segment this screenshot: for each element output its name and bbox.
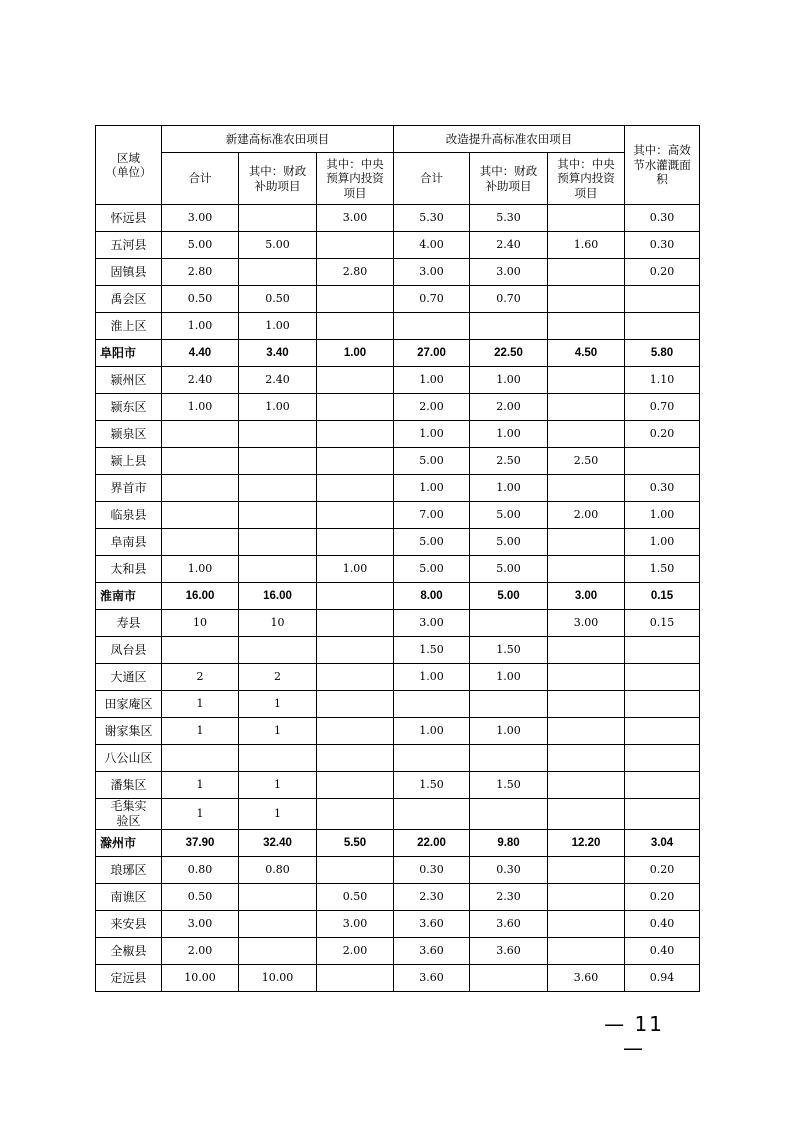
value-cell: 2.00 xyxy=(317,938,394,965)
value-cell xyxy=(317,583,394,610)
value-cell: 1 xyxy=(162,718,239,745)
value-cell xyxy=(239,637,317,664)
value-cell: 1.50 xyxy=(470,772,548,799)
value-cell: 1.00 xyxy=(162,394,239,421)
value-cell xyxy=(317,718,394,745)
value-cell: 2.00 xyxy=(548,502,625,529)
value-cell: 2.80 xyxy=(317,259,394,286)
value-cell xyxy=(317,664,394,691)
value-cell: 1 xyxy=(239,691,317,718)
value-cell: 10 xyxy=(239,610,317,637)
table-row xyxy=(96,799,700,830)
value-cell: 5.00 xyxy=(470,583,548,610)
value-cell xyxy=(394,799,470,830)
region-name: 临泉县 xyxy=(96,502,162,529)
value-cell: 32.40 xyxy=(239,830,317,857)
value-cell xyxy=(317,475,394,502)
value-cell xyxy=(162,529,239,556)
header-upgrade-projects: 改造提升高标准农田项目 xyxy=(394,126,625,153)
value-cell: 3.40 xyxy=(239,340,317,367)
value-cell: 0.20 xyxy=(625,259,700,286)
value-cell: 22.00 xyxy=(394,830,470,857)
value-cell xyxy=(548,313,625,340)
value-cell xyxy=(239,475,317,502)
value-cell xyxy=(162,421,239,448)
value-cell xyxy=(162,637,239,664)
value-cell: 5.00 xyxy=(394,556,470,583)
region-name: 颍上县 xyxy=(96,448,162,475)
table-row xyxy=(96,691,700,718)
value-cell: 3.00 xyxy=(394,259,470,286)
value-cell xyxy=(548,205,625,232)
value-cell xyxy=(625,799,700,830)
value-cell xyxy=(239,556,317,583)
value-cell xyxy=(239,529,317,556)
value-cell: 3.00 xyxy=(470,259,548,286)
value-cell xyxy=(470,610,548,637)
value-cell xyxy=(625,718,700,745)
value-cell: 5.00 xyxy=(470,502,548,529)
value-cell: 0.50 xyxy=(239,286,317,313)
value-cell: 1.50 xyxy=(394,772,470,799)
value-cell xyxy=(548,799,625,830)
header-new-total: 合计 xyxy=(162,153,239,205)
value-cell: 0.40 xyxy=(625,938,700,965)
value-cell: 3.60 xyxy=(470,911,548,938)
region-name: 界首市 xyxy=(96,475,162,502)
value-cell: 0.30 xyxy=(625,205,700,232)
value-cell xyxy=(239,421,317,448)
value-cell: 0.50 xyxy=(162,884,239,911)
value-cell: 1 xyxy=(162,772,239,799)
region-name: 毛集实验区 xyxy=(96,799,162,830)
table-row xyxy=(96,475,700,502)
value-cell xyxy=(548,475,625,502)
value-cell xyxy=(317,610,394,637)
value-cell: 1 xyxy=(162,691,239,718)
value-cell xyxy=(548,857,625,884)
region-name: 南谯区 xyxy=(96,884,162,911)
value-cell: 1.00 xyxy=(239,313,317,340)
region-name: 定远县 xyxy=(96,965,162,992)
value-cell xyxy=(625,313,700,340)
value-cell xyxy=(548,691,625,718)
value-cell: 5.00 xyxy=(470,556,548,583)
header-efficient-irrigation-label: 其中：高效节水灌溉面积 xyxy=(633,143,691,187)
value-cell xyxy=(162,502,239,529)
value-cell: 0.30 xyxy=(625,475,700,502)
value-cell: 2 xyxy=(162,664,239,691)
value-cell xyxy=(394,691,470,718)
region-name: 颍州区 xyxy=(96,367,162,394)
value-cell: 1.00 xyxy=(394,421,470,448)
table-row xyxy=(96,232,700,259)
value-cell xyxy=(394,745,470,772)
value-cell: 1 xyxy=(239,772,317,799)
region-name: 颍东区 xyxy=(96,394,162,421)
value-cell xyxy=(394,313,470,340)
table-row xyxy=(96,394,700,421)
value-cell: 0.70 xyxy=(625,394,700,421)
value-cell: 1 xyxy=(239,718,317,745)
value-cell xyxy=(548,637,625,664)
value-cell xyxy=(548,529,625,556)
table-body xyxy=(96,205,700,992)
region-name: 固镇县 xyxy=(96,259,162,286)
value-cell: 0.30 xyxy=(625,232,700,259)
table-row xyxy=(96,745,700,772)
value-cell: 1.00 xyxy=(470,475,548,502)
value-cell: 2.80 xyxy=(162,259,239,286)
value-cell: 5.30 xyxy=(394,205,470,232)
region-name: 阜南县 xyxy=(96,529,162,556)
value-cell: 3.00 xyxy=(394,610,470,637)
value-cell xyxy=(317,502,394,529)
value-cell: 10.00 xyxy=(162,965,239,992)
region-name: 颍泉区 xyxy=(96,421,162,448)
value-cell: 0.30 xyxy=(470,857,548,884)
value-cell xyxy=(548,938,625,965)
region-name: 潘集区 xyxy=(96,772,162,799)
value-cell xyxy=(239,502,317,529)
value-cell: 1.00 xyxy=(625,502,700,529)
value-cell: 1.00 xyxy=(162,556,239,583)
value-cell: 2.00 xyxy=(394,394,470,421)
value-cell xyxy=(317,857,394,884)
value-cell: 4.50 xyxy=(548,340,625,367)
table-row xyxy=(96,313,700,340)
table-row xyxy=(96,556,700,583)
value-cell xyxy=(625,664,700,691)
header-region-label: 区域 （单位） xyxy=(105,150,152,179)
table-row xyxy=(96,772,700,799)
value-cell: 1.00 xyxy=(470,664,548,691)
value-cell: 7.00 xyxy=(394,502,470,529)
value-cell xyxy=(239,745,317,772)
value-cell: 0.15 xyxy=(625,583,700,610)
value-cell: 0.94 xyxy=(625,965,700,992)
value-cell: 3.04 xyxy=(625,830,700,857)
value-cell xyxy=(470,691,548,718)
table-row xyxy=(96,286,700,313)
value-cell xyxy=(317,529,394,556)
value-cell: 0.50 xyxy=(317,884,394,911)
value-cell xyxy=(625,772,700,799)
value-cell xyxy=(317,637,394,664)
value-cell: 1.00 xyxy=(470,421,548,448)
region-name: 怀远县 xyxy=(96,205,162,232)
table-row xyxy=(96,205,700,232)
value-cell xyxy=(317,313,394,340)
value-cell: 3.60 xyxy=(394,938,470,965)
value-cell: 1.50 xyxy=(470,637,548,664)
value-cell: 0.70 xyxy=(470,286,548,313)
header-new-projects: 新建高标准农田项目 xyxy=(162,126,394,153)
region-name: 淮南市 xyxy=(96,583,162,610)
region-name: 谢家集区 xyxy=(96,718,162,745)
value-cell: 0.50 xyxy=(162,286,239,313)
table-row xyxy=(96,529,700,556)
value-cell: 1.00 xyxy=(394,718,470,745)
region-name: 太和县 xyxy=(96,556,162,583)
table-row xyxy=(96,911,700,938)
value-cell: 2.00 xyxy=(162,938,239,965)
value-cell: 0.40 xyxy=(625,911,700,938)
value-cell xyxy=(470,799,548,830)
value-cell xyxy=(548,394,625,421)
value-cell xyxy=(317,772,394,799)
value-cell xyxy=(548,421,625,448)
value-cell xyxy=(625,745,700,772)
value-cell: 3.00 xyxy=(162,205,239,232)
region-name: 大通区 xyxy=(96,664,162,691)
value-cell: 2.50 xyxy=(470,448,548,475)
value-cell: 5.80 xyxy=(625,340,700,367)
table-row xyxy=(96,857,700,884)
region-name: 阜阳市 xyxy=(96,340,162,367)
value-cell xyxy=(317,394,394,421)
region-name: 全椒县 xyxy=(96,938,162,965)
value-cell: 5.00 xyxy=(470,529,548,556)
region-name: 禹会区 xyxy=(96,286,162,313)
value-cell: 1.00 xyxy=(394,367,470,394)
table-row xyxy=(96,637,700,664)
value-cell xyxy=(548,259,625,286)
value-cell: 0.20 xyxy=(625,421,700,448)
value-cell xyxy=(317,799,394,830)
header-new-central: 其中：中央预算内投资项目 xyxy=(317,153,394,205)
value-cell: 2.00 xyxy=(470,394,548,421)
header-upgrade-central: 其中：中央预算内投资项目 xyxy=(548,153,625,205)
value-cell: 2.40 xyxy=(470,232,548,259)
value-cell: 1.50 xyxy=(625,556,700,583)
value-cell xyxy=(317,367,394,394)
value-cell: 22.50 xyxy=(470,340,548,367)
value-cell: 16.00 xyxy=(162,583,239,610)
value-cell xyxy=(317,286,394,313)
city-row xyxy=(96,583,700,610)
value-cell: 10 xyxy=(162,610,239,637)
value-cell: 2.30 xyxy=(394,884,470,911)
city-row xyxy=(96,830,700,857)
value-cell xyxy=(239,448,317,475)
value-cell: 1.00 xyxy=(470,718,548,745)
value-cell: 0.30 xyxy=(394,857,470,884)
region-name: 滁州市 xyxy=(96,830,162,857)
table-row xyxy=(96,421,700,448)
city-row xyxy=(96,340,700,367)
value-cell xyxy=(548,286,625,313)
value-cell: 5.00 xyxy=(162,232,239,259)
region-name: 琅琊区 xyxy=(96,857,162,884)
value-cell: 0.80 xyxy=(239,857,317,884)
value-cell xyxy=(239,259,317,286)
value-cell: 2.40 xyxy=(239,367,317,394)
value-cell: 3.60 xyxy=(394,965,470,992)
value-cell: 8.00 xyxy=(394,583,470,610)
header-new-fiscal: 其中：财政补助项目 xyxy=(239,153,317,205)
value-cell: 5.00 xyxy=(239,232,317,259)
value-cell: 2.30 xyxy=(470,884,548,911)
value-cell: 2.50 xyxy=(548,448,625,475)
table-row xyxy=(96,502,700,529)
table-row xyxy=(96,884,700,911)
value-cell xyxy=(625,637,700,664)
value-cell xyxy=(470,965,548,992)
value-cell: 1.00 xyxy=(625,529,700,556)
value-cell xyxy=(162,448,239,475)
value-cell: 0.80 xyxy=(162,857,239,884)
value-cell xyxy=(317,745,394,772)
value-cell xyxy=(317,421,394,448)
value-cell xyxy=(548,664,625,691)
value-cell: 0.20 xyxy=(625,857,700,884)
farmland-project-table xyxy=(95,125,700,992)
region-name: 五河县 xyxy=(96,232,162,259)
value-cell xyxy=(548,556,625,583)
value-cell: 3.00 xyxy=(548,583,625,610)
table-row xyxy=(96,367,700,394)
value-cell: 1.00 xyxy=(162,313,239,340)
value-cell: 0.20 xyxy=(625,884,700,911)
value-cell: 1.10 xyxy=(625,367,700,394)
value-cell: 12.20 xyxy=(548,830,625,857)
value-cell xyxy=(317,448,394,475)
region-name: 田家庵区 xyxy=(96,691,162,718)
table-row xyxy=(96,965,700,992)
value-cell xyxy=(239,911,317,938)
value-cell xyxy=(548,367,625,394)
value-cell xyxy=(317,965,394,992)
value-cell xyxy=(470,745,548,772)
value-cell xyxy=(239,938,317,965)
value-cell: 5.00 xyxy=(394,529,470,556)
header-upgrade-total: 合计 xyxy=(394,153,470,205)
table-row xyxy=(96,259,700,286)
value-cell xyxy=(625,448,700,475)
region-name: 寿县 xyxy=(96,610,162,637)
value-cell: 1.00 xyxy=(317,556,394,583)
page-number: — 11 — xyxy=(604,1012,664,1060)
value-cell: 3.00 xyxy=(162,911,239,938)
value-cell: 1 xyxy=(239,799,317,830)
value-cell: 1.00 xyxy=(394,475,470,502)
value-cell: 3.00 xyxy=(317,205,394,232)
value-cell: 27.00 xyxy=(394,340,470,367)
value-cell: 0.70 xyxy=(394,286,470,313)
value-cell: 5.30 xyxy=(470,205,548,232)
table-row xyxy=(96,718,700,745)
region-name: 淮上区 xyxy=(96,313,162,340)
value-cell: 1.50 xyxy=(394,637,470,664)
value-cell xyxy=(625,691,700,718)
value-cell xyxy=(548,911,625,938)
value-cell xyxy=(625,286,700,313)
value-cell xyxy=(162,475,239,502)
value-cell: 9.80 xyxy=(470,830,548,857)
value-cell: 3.60 xyxy=(548,965,625,992)
value-cell xyxy=(317,691,394,718)
value-cell xyxy=(239,884,317,911)
value-cell xyxy=(548,772,625,799)
header-efficient-irrigation xyxy=(625,126,700,205)
value-cell xyxy=(548,884,625,911)
value-cell: 1.00 xyxy=(239,394,317,421)
value-cell xyxy=(548,718,625,745)
value-cell: 37.90 xyxy=(162,830,239,857)
value-cell: 3.00 xyxy=(317,911,394,938)
value-cell xyxy=(548,745,625,772)
table-row xyxy=(96,664,700,691)
value-cell: 4.00 xyxy=(394,232,470,259)
value-cell xyxy=(317,232,394,259)
region-name: 来安县 xyxy=(96,911,162,938)
value-cell: 1.00 xyxy=(470,367,548,394)
value-cell: 5.50 xyxy=(317,830,394,857)
value-cell: 1.00 xyxy=(317,340,394,367)
value-cell xyxy=(162,745,239,772)
table-row xyxy=(96,938,700,965)
header-region xyxy=(96,126,162,205)
region-name: 八公山区 xyxy=(96,745,162,772)
value-cell: 0.15 xyxy=(625,610,700,637)
value-cell xyxy=(470,313,548,340)
value-cell: 3.60 xyxy=(470,938,548,965)
value-cell: 10.00 xyxy=(239,965,317,992)
value-cell: 4.40 xyxy=(162,340,239,367)
value-cell: 1.00 xyxy=(394,664,470,691)
table-row xyxy=(96,448,700,475)
value-cell: 2 xyxy=(239,664,317,691)
value-cell: 1 xyxy=(162,799,239,830)
value-cell: 16.00 xyxy=(239,583,317,610)
table-row xyxy=(96,610,700,637)
value-cell xyxy=(239,205,317,232)
region-name: 凤台县 xyxy=(96,637,162,664)
value-cell: 5.00 xyxy=(394,448,470,475)
value-cell: 3.00 xyxy=(548,610,625,637)
header-upgrade-fiscal: 其中：财政补助项目 xyxy=(470,153,548,205)
value-cell: 2.40 xyxy=(162,367,239,394)
value-cell: 1.60 xyxy=(548,232,625,259)
value-cell: 3.60 xyxy=(394,911,470,938)
